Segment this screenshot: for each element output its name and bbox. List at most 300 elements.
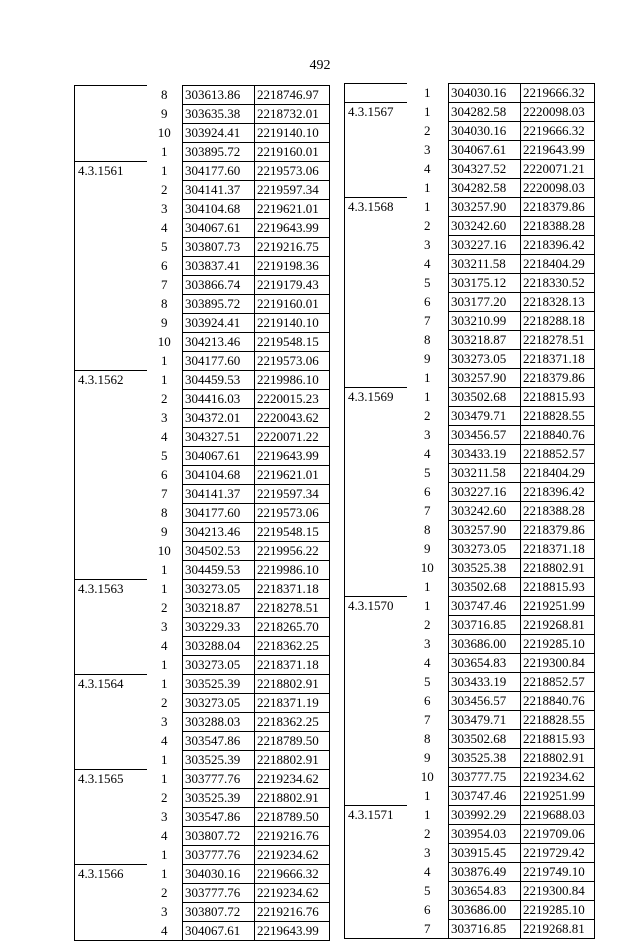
table-row	[345, 293, 595, 312]
point-number-cell: 5	[424, 883, 431, 898]
table-row	[345, 787, 595, 806]
point-number-cell: 1	[161, 676, 168, 691]
section-id-cell	[345, 236, 407, 255]
section-id-cell	[345, 521, 407, 540]
x-coordinate-cell: 304067.61	[183, 219, 255, 238]
section-id-cell	[345, 559, 407, 578]
x-coordinate-cell: 303227.16	[449, 236, 521, 255]
point-number-cell: 1	[424, 807, 431, 822]
table-row	[75, 523, 330, 542]
table-row	[75, 694, 330, 713]
section-id-cell	[345, 825, 407, 844]
point-number-cell: 2	[424, 123, 431, 138]
x-coordinate-cell: 304067.61	[449, 141, 521, 160]
y-coordinate-cell: 2218828.55	[521, 711, 595, 730]
point-number-cell: 1	[161, 163, 168, 178]
table-row	[75, 390, 330, 409]
x-coordinate-cell: 304282.58	[449, 103, 521, 122]
x-coordinate-cell: 303525.39	[183, 751, 255, 770]
point-number-cell: 8	[424, 522, 431, 537]
y-coordinate-cell: 2218828.55	[521, 407, 595, 426]
table-row	[345, 863, 595, 882]
point-number-cell: 4	[424, 864, 431, 879]
x-coordinate-cell: 303747.46	[449, 597, 521, 616]
table-row	[75, 447, 330, 466]
section-id-cell	[75, 656, 147, 675]
point-number-cell: 3	[161, 714, 168, 729]
y-coordinate-cell: 2218746.97	[255, 86, 330, 105]
x-coordinate-cell: 304327.51	[183, 428, 255, 447]
section-id-cell	[345, 711, 407, 730]
y-coordinate-cell: 2218732.01	[255, 105, 330, 124]
x-coordinate-cell: 304067.61	[183, 447, 255, 466]
table-row	[345, 483, 595, 502]
section-id-cell	[75, 827, 147, 846]
section-id-cell	[345, 217, 407, 236]
section-id-cell	[75, 523, 147, 542]
x-coordinate-cell: 303456.57	[449, 692, 521, 711]
section-id-cell	[345, 293, 407, 312]
section-id-cell	[345, 160, 407, 179]
point-number-cell: 2	[161, 391, 168, 406]
section-id-cell	[345, 863, 407, 882]
y-coordinate-cell: 2218789.50	[255, 732, 330, 751]
point-number-cell: 1	[424, 788, 431, 803]
table-row	[75, 105, 330, 124]
x-coordinate-cell: 303992.29	[449, 806, 521, 825]
x-coordinate-cell: 303525.38	[449, 559, 521, 578]
table-row	[345, 369, 595, 388]
y-coordinate-cell: 2219234.62	[255, 884, 330, 903]
y-coordinate-cell: 2218388.28	[521, 502, 595, 521]
point-number-cell: 2	[424, 826, 431, 841]
x-coordinate-cell: 303177.20	[449, 293, 521, 312]
x-coordinate-cell: 303218.87	[183, 599, 255, 618]
section-id-cell	[75, 542, 147, 561]
section-id-cell	[75, 409, 147, 428]
y-coordinate-cell: 2219643.99	[255, 219, 330, 238]
table-row	[345, 578, 595, 597]
x-coordinate-cell: 303273.05	[183, 694, 255, 713]
y-coordinate-cell: 2219300.84	[521, 882, 595, 901]
y-coordinate-cell: 2219216.76	[255, 827, 330, 846]
y-coordinate-cell: 2218265.70	[255, 618, 330, 637]
x-coordinate-cell: 304459.53	[183, 561, 255, 580]
section-id-cell: 4.3.1568	[345, 198, 407, 217]
x-coordinate-cell: 303273.05	[183, 656, 255, 675]
y-coordinate-cell: 2219268.81	[521, 616, 595, 635]
x-coordinate-cell: 304177.60	[183, 504, 255, 523]
y-coordinate-cell: 2219597.34	[255, 181, 330, 200]
x-coordinate-cell: 304213.46	[183, 333, 255, 352]
section-id-cell	[75, 105, 147, 124]
table-row	[345, 502, 595, 521]
y-coordinate-cell: 2219643.99	[255, 922, 330, 941]
table-row	[345, 103, 595, 122]
section-id-cell	[75, 694, 147, 713]
y-coordinate-cell: 2218278.51	[255, 599, 330, 618]
section-id-cell	[345, 844, 407, 863]
y-coordinate-cell: 2218362.25	[255, 713, 330, 732]
section-id-cell	[75, 599, 147, 618]
table-row	[345, 198, 595, 217]
x-coordinate-cell: 303924.41	[183, 314, 255, 333]
point-number-cell: 7	[407, 920, 449, 939]
point-number-cell: 3	[424, 845, 431, 860]
x-coordinate-cell: 303502.68	[449, 388, 521, 407]
y-coordinate-cell: 2219709.06	[521, 825, 595, 844]
x-coordinate-cell: 303257.90	[449, 369, 521, 388]
x-coordinate-cell: 303654.83	[449, 654, 521, 673]
point-number-cell: 1	[424, 598, 431, 613]
table-row	[75, 257, 330, 276]
section-id-cell	[345, 369, 407, 388]
y-coordinate-cell: 2218330.52	[521, 274, 595, 293]
x-coordinate-cell: 303777.76	[183, 846, 255, 865]
section-id-cell	[75, 143, 147, 162]
section-id-cell	[75, 238, 147, 257]
point-number-cell: 10	[157, 125, 171, 140]
point-number-cell: 1	[161, 353, 168, 368]
y-coordinate-cell: 2218802.91	[255, 751, 330, 770]
point-number-cell: 3	[161, 410, 168, 425]
table-row	[345, 901, 595, 920]
x-coordinate-cell: 303895.72	[183, 143, 255, 162]
point-number-cell: 2	[424, 408, 431, 423]
table-row	[345, 730, 595, 749]
point-number-cell: 4	[147, 922, 183, 941]
point-number-cell: 10	[157, 543, 171, 558]
table-row	[345, 84, 595, 103]
point-number-cell: 4	[424, 256, 431, 271]
y-coordinate-cell: 2219643.99	[521, 141, 595, 160]
section-id-cell	[75, 428, 147, 447]
y-coordinate-cell: 2220098.03	[521, 103, 595, 122]
point-number-cell: 1	[161, 144, 168, 159]
x-coordinate-cell: 303288.03	[183, 713, 255, 732]
y-coordinate-cell: 2218278.51	[521, 331, 595, 350]
y-coordinate-cell: 2218379.86	[521, 369, 595, 388]
point-number-cell: 4	[424, 446, 431, 461]
section-id-cell	[345, 540, 407, 559]
y-coordinate-cell: 2219234.62	[521, 768, 595, 787]
x-coordinate-cell: 303866.74	[183, 276, 255, 295]
x-coordinate-cell: 303547.86	[183, 808, 255, 827]
point-number-cell: 2	[161, 695, 168, 710]
point-number-cell: 6	[161, 467, 168, 482]
table-row	[345, 426, 595, 445]
table-row	[75, 219, 330, 238]
point-number-cell: 9	[424, 351, 431, 366]
table-row	[345, 692, 595, 711]
x-coordinate-cell: 304141.37	[183, 181, 255, 200]
section-id-cell	[345, 141, 407, 160]
y-coordinate-cell: 2218802.91	[255, 675, 330, 694]
point-number-cell: 6	[424, 902, 431, 917]
x-coordinate-cell: 303716.85	[449, 616, 521, 635]
section-id-cell	[345, 350, 407, 369]
y-coordinate-cell: 2219179.43	[255, 276, 330, 295]
table-row	[345, 920, 595, 939]
section-id-cell	[345, 464, 407, 483]
table-row	[75, 884, 330, 903]
x-coordinate-cell: 303686.00	[449, 635, 521, 654]
table-row	[75, 485, 330, 504]
y-coordinate-cell: 2219643.99	[255, 447, 330, 466]
y-coordinate-cell: 2219251.99	[521, 787, 595, 806]
point-number-cell: 2	[161, 600, 168, 615]
point-number-cell: 8	[424, 332, 431, 347]
table-row	[75, 352, 330, 371]
point-number-cell: 4	[161, 220, 168, 235]
x-coordinate-cell: 303242.60	[449, 217, 521, 236]
section-id-cell: 4.3.1561	[75, 162, 147, 181]
point-number-cell: 6	[424, 693, 431, 708]
section-id-cell	[75, 200, 147, 219]
point-number-cell: 3	[161, 809, 168, 824]
section-id-cell: 4.3.1565	[75, 770, 147, 789]
x-coordinate-cell: 303273.05	[449, 540, 521, 559]
point-number-cell: 1	[424, 180, 431, 195]
section-id-cell	[75, 295, 147, 314]
table-row	[345, 844, 595, 863]
section-id-cell	[345, 901, 407, 920]
table-row	[75, 789, 330, 808]
table-row	[345, 350, 595, 369]
y-coordinate-cell: 2219548.15	[255, 333, 330, 352]
section-id-cell: 4.3.1571	[345, 806, 407, 825]
point-number-cell: 1	[161, 562, 168, 577]
table-row	[75, 561, 330, 580]
section-id-cell	[345, 312, 407, 331]
y-coordinate-cell: 2219300.84	[521, 654, 595, 673]
x-coordinate-cell: 304282.58	[449, 179, 521, 198]
x-coordinate-cell: 304030.16	[449, 84, 521, 103]
point-number-cell: 7	[161, 277, 168, 292]
x-coordinate-cell: 304327.52	[449, 160, 521, 179]
section-id-cell: 4.3.1570	[345, 597, 407, 616]
section-id-cell	[345, 654, 407, 673]
y-coordinate-cell: 2219666.32	[255, 865, 330, 884]
table-row	[75, 504, 330, 523]
table-row	[75, 409, 330, 428]
table-row	[75, 181, 330, 200]
table-row	[75, 86, 330, 105]
y-coordinate-cell: 2218362.25	[255, 637, 330, 656]
point-number-cell: 1	[424, 370, 431, 385]
point-number-cell: 3	[161, 619, 168, 634]
x-coordinate-cell: 304104.68	[183, 200, 255, 219]
table-row	[75, 200, 330, 219]
x-coordinate-cell: 303924.41	[183, 124, 255, 143]
y-coordinate-cell: 2219285.10	[521, 901, 595, 920]
x-coordinate-cell: 303273.05	[183, 580, 255, 599]
section-id-cell	[75, 466, 147, 485]
section-id-cell	[345, 84, 407, 103]
section-id-cell	[75, 618, 147, 637]
point-number-cell: 3	[424, 636, 431, 651]
x-coordinate-cell: 303777.75	[449, 768, 521, 787]
point-number-cell: 5	[424, 674, 431, 689]
point-number-cell: 1	[161, 752, 168, 767]
point-number-cell: 9	[424, 541, 431, 556]
point-number-cell: 1	[161, 657, 168, 672]
x-coordinate-cell: 303915.45	[449, 844, 521, 863]
y-coordinate-cell: 2219160.01	[255, 143, 330, 162]
section-id-cell	[345, 255, 407, 274]
section-id-cell: 4.3.1566	[75, 865, 147, 884]
coordinates-table-right	[344, 83, 595, 939]
table-row	[345, 122, 595, 141]
y-coordinate-cell: 2219216.75	[255, 238, 330, 257]
y-coordinate-cell: 2219729.42	[521, 844, 595, 863]
point-number-cell: 4	[161, 733, 168, 748]
y-coordinate-cell: 2218815.93	[521, 730, 595, 749]
y-coordinate-cell: 2218840.76	[521, 426, 595, 445]
y-coordinate-cell: 2218396.42	[521, 483, 595, 502]
y-coordinate-cell: 2219573.06	[255, 504, 330, 523]
point-number-cell: 5	[161, 448, 168, 463]
table-row	[75, 314, 330, 333]
y-coordinate-cell: 2218371.18	[255, 656, 330, 675]
y-coordinate-cell: 2218802.91	[521, 559, 595, 578]
table-row	[345, 445, 595, 464]
section-id-cell	[345, 483, 407, 502]
table-row	[345, 407, 595, 426]
y-coordinate-cell: 2219666.32	[521, 84, 595, 103]
section-id-cell	[345, 730, 407, 749]
x-coordinate-cell: 303777.76	[183, 884, 255, 903]
x-coordinate-cell: 303211.58	[449, 464, 521, 483]
point-number-cell: 5	[424, 465, 431, 480]
point-number-cell: 4	[424, 161, 431, 176]
x-coordinate-cell: 303954.03	[449, 825, 521, 844]
point-number-cell: 10	[420, 769, 434, 784]
point-number-cell: 6	[161, 258, 168, 273]
x-coordinate-cell: 303807.73	[183, 238, 255, 257]
point-number-cell: 2	[161, 790, 168, 805]
point-number-cell: 1	[424, 389, 431, 404]
y-coordinate-cell: 2218404.29	[521, 464, 595, 483]
point-number-cell: 1	[161, 847, 168, 862]
section-id-cell	[75, 219, 147, 238]
x-coordinate-cell: 303479.71	[449, 407, 521, 426]
y-coordinate-cell: 2219986.10	[255, 371, 330, 390]
x-coordinate-cell: 304030.16	[449, 122, 521, 141]
section-id-cell	[75, 181, 147, 200]
table-row	[75, 732, 330, 751]
table-row	[345, 274, 595, 293]
table-row	[75, 162, 330, 181]
point-number-cell: 1	[161, 771, 168, 786]
point-number-cell: 2	[161, 885, 168, 900]
section-id-cell	[345, 749, 407, 768]
table-row	[345, 331, 595, 350]
table-row	[75, 276, 330, 295]
y-coordinate-cell: 2220071.21	[521, 160, 595, 179]
table-row	[75, 295, 330, 314]
table-row	[75, 618, 330, 637]
section-id-cell	[75, 352, 147, 371]
y-coordinate-cell: 2218840.76	[521, 692, 595, 711]
y-coordinate-cell: 2220043.62	[255, 409, 330, 428]
point-number-cell: 4	[161, 638, 168, 653]
table-row	[75, 428, 330, 447]
table-row	[345, 616, 595, 635]
y-coordinate-cell: 2218288.18	[521, 312, 595, 331]
y-coordinate-cell: 2220071.22	[255, 428, 330, 447]
x-coordinate-cell: 303837.41	[183, 257, 255, 276]
section-id-cell: 4.3.1563	[75, 580, 147, 599]
section-id-cell	[75, 333, 147, 352]
y-coordinate-cell: 2218371.18	[521, 540, 595, 559]
y-coordinate-cell: 2219666.32	[521, 122, 595, 141]
section-id-cell	[345, 578, 407, 597]
section-id-cell	[75, 751, 147, 770]
x-coordinate-cell: 303229.33	[183, 618, 255, 637]
table-row	[75, 371, 330, 390]
x-coordinate-cell: 304177.60	[183, 162, 255, 181]
section-id-cell	[75, 257, 147, 276]
x-coordinate-cell: 303895.72	[183, 295, 255, 314]
x-coordinate-cell: 303686.00	[449, 901, 521, 920]
x-coordinate-cell: 303502.68	[449, 578, 521, 597]
table-row	[75, 238, 330, 257]
y-coordinate-cell: 2218328.13	[521, 293, 595, 312]
section-id-cell	[75, 447, 147, 466]
x-coordinate-cell: 303777.76	[183, 770, 255, 789]
section-id-cell: 4.3.1564	[75, 675, 147, 694]
x-coordinate-cell: 304141.37	[183, 485, 255, 504]
table-row	[345, 749, 595, 768]
x-coordinate-cell: 303876.49	[449, 863, 521, 882]
x-coordinate-cell: 303525.38	[449, 749, 521, 768]
y-coordinate-cell: 2218371.19	[255, 694, 330, 713]
y-coordinate-cell: 2218379.86	[521, 198, 595, 217]
y-coordinate-cell: 2219160.01	[255, 295, 330, 314]
y-coordinate-cell: 2218802.91	[521, 749, 595, 768]
y-coordinate-cell: 2219198.36	[255, 257, 330, 276]
y-coordinate-cell: 2219573.06	[255, 162, 330, 181]
table-row	[345, 825, 595, 844]
table-row	[75, 599, 330, 618]
x-coordinate-cell: 304067.61	[183, 922, 255, 941]
table-row	[345, 597, 595, 616]
point-number-cell: 9	[424, 750, 431, 765]
table-row	[75, 466, 330, 485]
point-number-cell: 7	[424, 503, 431, 518]
x-coordinate-cell: 303525.39	[183, 789, 255, 808]
x-coordinate-cell: 303433.19	[449, 445, 521, 464]
x-coordinate-cell: 303218.87	[449, 331, 521, 350]
point-number-cell: 4	[161, 828, 168, 843]
section-id-cell	[75, 808, 147, 827]
point-number-cell: 9	[161, 106, 168, 121]
section-id-cell	[75, 846, 147, 865]
table-row	[345, 217, 595, 236]
point-number-cell: 2	[424, 218, 431, 233]
point-number-cell: 1	[161, 372, 168, 387]
table-row	[345, 388, 595, 407]
table-row	[345, 160, 595, 179]
section-id-cell	[345, 768, 407, 787]
y-coordinate-cell: 2219956.22	[255, 542, 330, 561]
y-coordinate-cell: 2219986.10	[255, 561, 330, 580]
table-row	[345, 635, 595, 654]
point-number-cell: 7	[424, 712, 431, 727]
table-row	[345, 255, 595, 274]
section-id-cell	[75, 485, 147, 504]
